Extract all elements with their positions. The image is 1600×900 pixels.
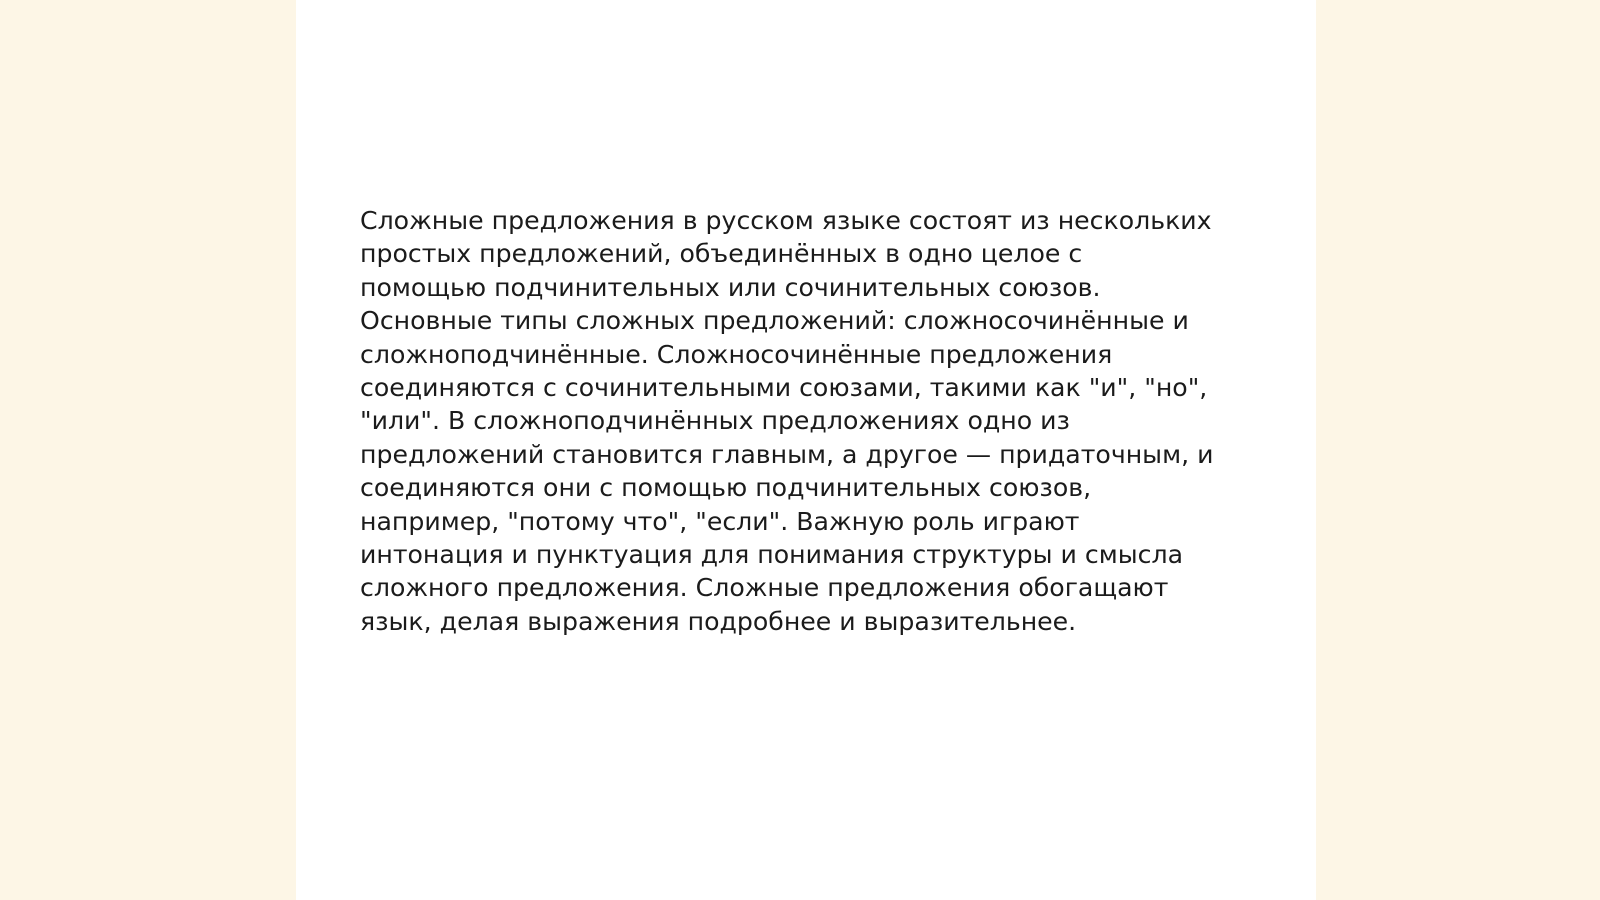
paragraph-line: язык, делая выражения подробнее и выразительнее. bbox=[360, 606, 1077, 636]
paragraph-line: соединяются с сочинительными союзами, такими как "и", "но", bbox=[360, 373, 1208, 403]
paragraph-line: "или". В сложноподчинённых предложениях одно из bbox=[360, 406, 1070, 436]
paragraph-line: простых предложений, объединённых в одно целое с bbox=[360, 239, 1083, 269]
paragraph-line: помощью подчинительных или сочинительных союзов. bbox=[360, 272, 1101, 302]
document-page bbox=[296, 0, 1316, 900]
paragraph-line: интонация и пунктуация для понимания структуры и смысла bbox=[360, 540, 1184, 570]
paragraph-line: сложноподчинённые. Сложносочинённые предложения bbox=[360, 339, 1113, 369]
paragraph-line: Основные типы сложных предложений: сложносочинённые и bbox=[360, 306, 1189, 336]
paragraph-line: сложного предложения. Сложные предложения обогащают bbox=[360, 573, 1169, 603]
body-paragraph bbox=[360, 204, 1240, 638]
paragraph-line: соединяются они с помощью подчинительных союзов, bbox=[360, 473, 1092, 503]
paragraph-line: например, "потому что", "если". Важную роль играют bbox=[360, 506, 1080, 536]
paragraph-line: предложений становится главным, а другое — придаточным, и bbox=[360, 439, 1214, 469]
paragraph-line: Сложные предложения в русском языке состоят из нескольких bbox=[360, 206, 1212, 235]
